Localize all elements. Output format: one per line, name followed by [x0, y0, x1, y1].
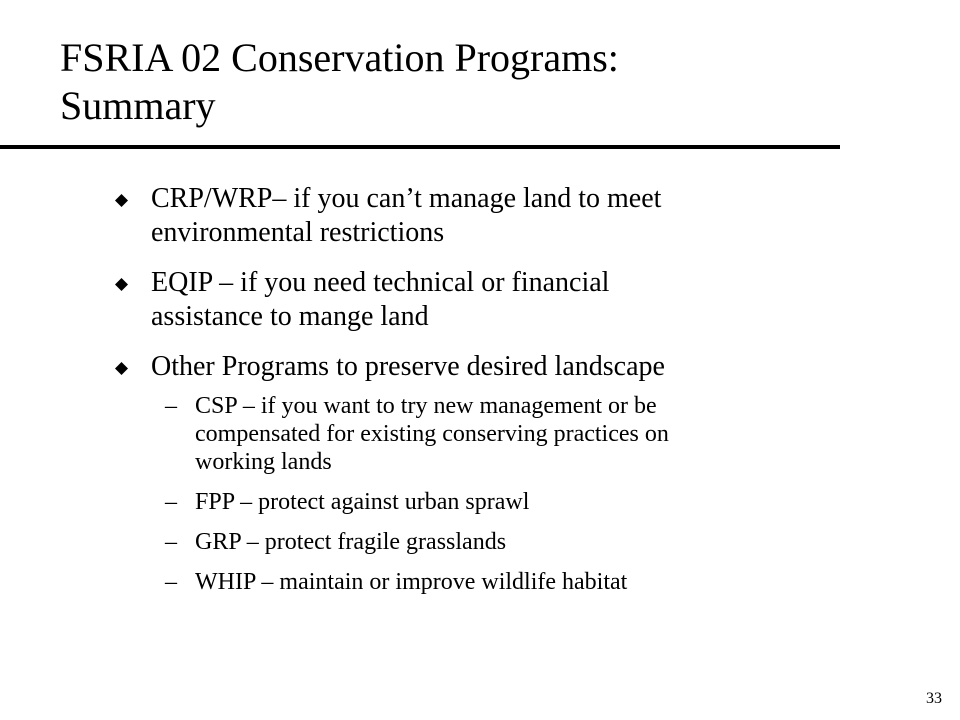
bullet-text-line-2: assistance to mange land	[151, 301, 429, 332]
slide-title	[60, 34, 880, 130]
bullet-text-line-1: EQIP – if you need technical or financial	[151, 267, 610, 298]
sub-bullet-grp	[115, 528, 855, 556]
bullet-text-line-1: Other Programs to preserve desired landscape	[151, 351, 665, 382]
sub-bullet-list	[115, 392, 855, 596]
sub-bullet-text-line-1: WHIP – maintain or improve wildlife habitat	[195, 569, 628, 595]
sub-bullet-text-line-3: working lands	[195, 449, 332, 475]
bullet-item-other-programs	[115, 350, 855, 384]
dash-marker: –	[165, 489, 177, 515]
sub-bullet-whip	[115, 568, 855, 596]
slide-title-line-1: FSRIA 02 Conservation Programs:	[60, 35, 619, 80]
dash-marker: –	[165, 569, 177, 595]
sub-bullet-text-line-1: CSP – if you want to try new management or be	[195, 393, 657, 419]
dash-marker: –	[165, 529, 177, 555]
bullet-item-crp-wrp	[115, 182, 855, 250]
title-underline-rule	[0, 145, 840, 149]
diamond-bullet-icon	[115, 362, 128, 375]
diamond-bullet-icon	[115, 278, 128, 291]
sub-bullet-text-line-2: compensated for existing conserving practices on	[195, 421, 669, 447]
diamond-bullet-icon	[115, 194, 128, 207]
bullet-list	[115, 182, 855, 608]
bullet-item-eqip	[115, 266, 855, 334]
bullet-text-line-2: environmental restrictions	[151, 217, 445, 248]
page-number: 33	[926, 690, 942, 707]
sub-bullet-text-line-1: GRP – protect fragile grasslands	[195, 529, 507, 555]
sub-bullet-fpp	[115, 488, 855, 516]
dash-marker: –	[165, 393, 177, 419]
sub-bullet-csp	[115, 392, 855, 476]
slide-title-line-2: Summary	[60, 83, 216, 128]
bullet-text-line-1: CRP/WRP– if you can’t manage land to meet	[151, 183, 662, 214]
sub-bullet-text-line-1: FPP – protect against urban sprawl	[195, 489, 530, 515]
